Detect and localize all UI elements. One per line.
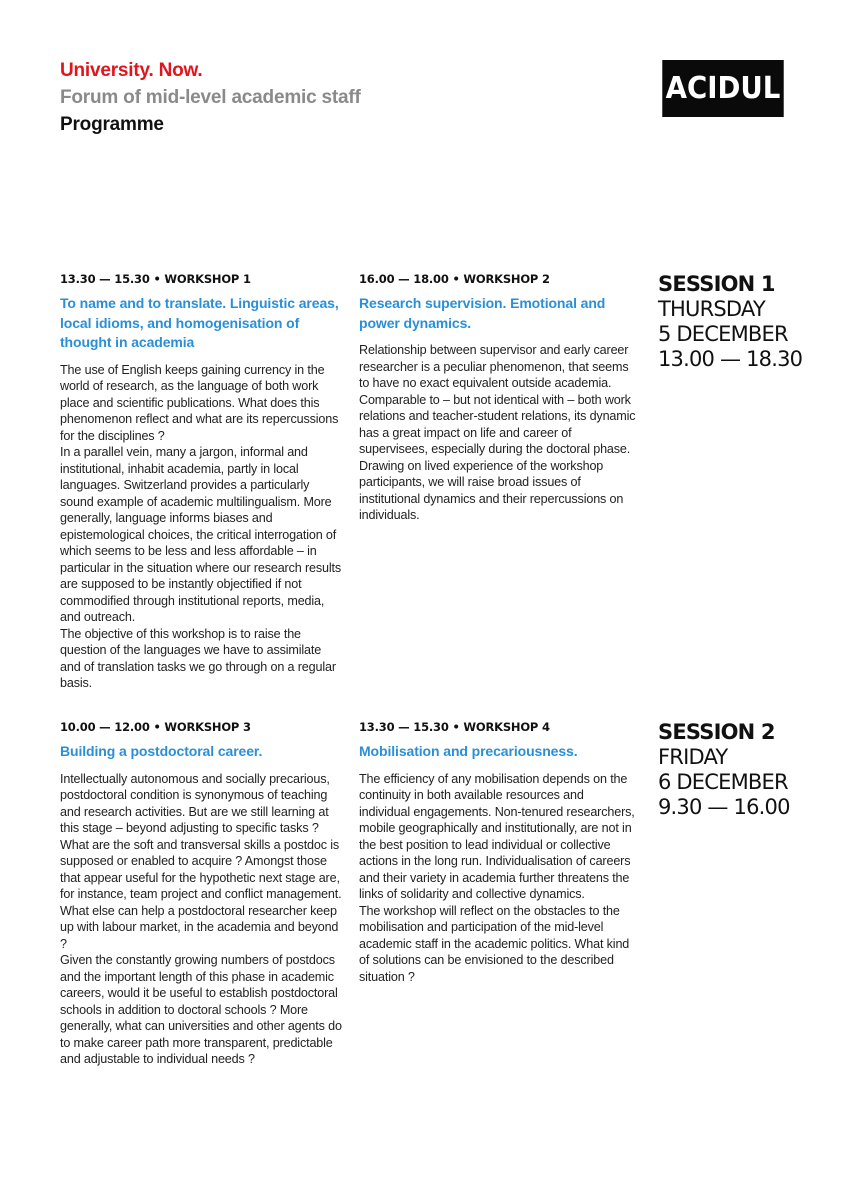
session-time: 9.30 — 16.00 [658, 795, 790, 819]
workshop-description [60, 362, 342, 692]
session-day: FRIDAY [658, 745, 728, 769]
workshop-time: 13.30 — 15.30 • WORKSHOP 1 [60, 272, 251, 286]
paragraph: In a parallel vein, many a jargon, informal and institutional, inhabit academia, partly in local languages. Switzerland provides a particularly sound example of academic multilingualism. More generally, language informs biases and epistemological choices, the critical interrogation of which seems to be less and less affordable – in particular in the situation where our research results are supposed to be instantly objectified if not commodified through institutional reports, media, and outreach. [60, 445, 341, 624]
acidul-logo: ACIDUL [662, 60, 783, 117]
paragraph: The efficiency of any mobilisation depends on the continuity in both available resources and individual engagements. Non-tenured researchers, mobile geographically and institutionally, are not in the best position to lead individual or collective actions in the long run. Individualisation of careers and their variety in academia further threatens the links of solidarity and collective dynamics. [359, 771, 635, 901]
workshop-time: 13.30 — 15.30 • WORKSHOP 4 [359, 720, 550, 734]
session-1 [658, 272, 802, 372]
event-title: University. Now. [60, 60, 203, 81]
workshop-time: 10.00 — 12.00 • WORKSHOP 3 [60, 720, 251, 734]
workshop-description [60, 771, 342, 1068]
session-date: 5 DECEMBER [658, 322, 788, 346]
paragraph: The workshop will reflect on the obstacles to the mobilisation and participation of the mid-level academic staff in the academic politics. What kind of solutions can be envisioned to the described situation ? [359, 903, 630, 984]
paragraph: The objective of this workshop is to raise the question of the languages we have to assimilate and of translation tasks we go through on a regular basis. [60, 626, 336, 690]
event-subtitle: Forum of mid-level academic staff [60, 87, 361, 108]
workshop-1 [60, 272, 342, 692]
workshop-description [359, 342, 637, 524]
workshop-title: To name and to translate. Linguistic areas, local idioms, and homogenisation of thought in academia [60, 295, 339, 350]
workshop-time: 16.00 — 18.00 • WORKSHOP 2 [359, 272, 550, 286]
paragraph: Intellectually autonomous and socially precarious, postdoctoral condition is synonymous of teaching and research activities. But are we still learning at this stage – beyond adjusting to specific tasks ? What are the soft and transversal skills a postdoc is supposed or enabled to acquire ? Amongst those that appear useful for the hypothetic next stage are, for instance, team project and conflict management. What else can help a postdoctoral researcher keep up with labour market, in the academia and beyond ? [60, 771, 342, 951]
programme-heading: Programme [60, 114, 164, 135]
session-title: SESSION 1 [658, 272, 775, 296]
workshop-title: Research supervision. Emotional and power dynamics. [359, 295, 606, 331]
paragraph: Relationship between supervisor and early career researcher is a peculiar phenomenon, that seems to have no exact equivalent outside academia. Comparable to – but not identical with – both work relations and teacher-student relations, its dynamic has a great impact on life and career of supervisees, especially during the doctoral phase. Drawing on lived experience of the workshop participants, we will raise broad issues of institutional dynamics and their repercussions on individuals. [359, 343, 636, 522]
paragraph: Given the constantly growing numbers of postdocs and the important length of this phase in academic careers, would it be useful to establish postdoctoral schools in addition to doctoral schools ? More generally, what can universities and other agents do to make career path more transparent, predictable and adjustable to individual needs ? [60, 953, 342, 1066]
workshop-4 [359, 720, 637, 985]
workshop-2 [359, 272, 637, 524]
workshop-3 [60, 720, 342, 1068]
session-time: 13.00 — 18.30 [658, 347, 803, 371]
workshop-title: Building a postdoctoral career. [60, 743, 263, 759]
session-2 [658, 720, 790, 820]
paragraph: The use of English keeps gaining currency in the world of research, as the language of both work place and scientific publications. What does this phenomenon reflect and what are its repercussions for the disciplines ? [60, 362, 339, 443]
workshop-description [359, 771, 637, 986]
session-date: 6 DECEMBER [658, 770, 788, 794]
workshop-title: Mobilisation and precariousness. [359, 743, 578, 759]
session-title: SESSION 2 [658, 720, 775, 744]
page-header [60, 57, 361, 138]
session-day: THURSDAY [658, 297, 765, 321]
